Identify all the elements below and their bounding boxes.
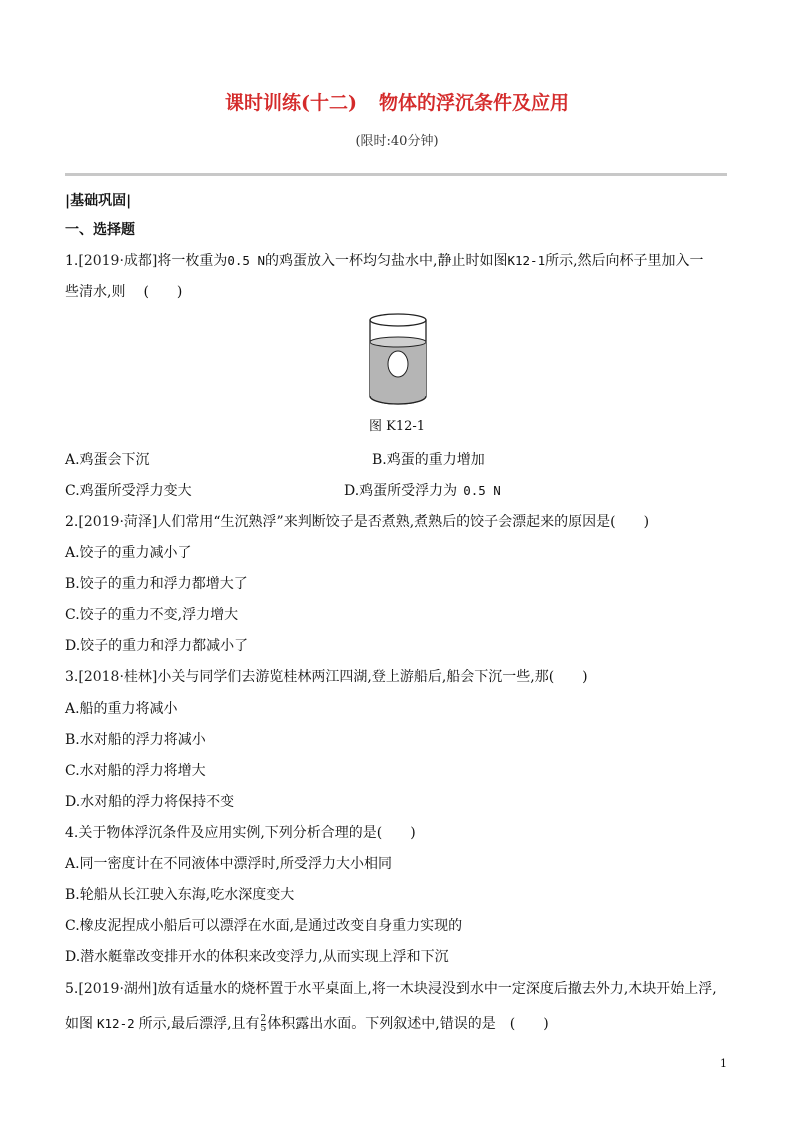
q1-option-b[interactable]: B.鸡蛋的重力增加	[372, 452, 485, 468]
title-topic: 物体的浮沉条件及应用	[378, 92, 569, 114]
header-divider	[65, 173, 727, 176]
title-lesson: 课时训练(十二)	[225, 92, 357, 114]
answer-blank: ( )	[143, 284, 183, 300]
q3-option-b[interactable]: B.水对船的浮力将减小	[65, 732, 206, 748]
time-limit: (限时:40分钟)	[355, 134, 439, 149]
q1-option-c[interactable]: C.鸡蛋所受浮力变大	[65, 483, 192, 499]
q2-option-d[interactable]: D.饺子的重力和浮力都减小了	[65, 638, 249, 654]
q4-option-c[interactable]: C.橡皮泥捏成小船后可以漂浮在水面,是通过改变自身重力实现的	[65, 918, 463, 934]
q3-option-c[interactable]: C.水对船的浮力将增大	[65, 763, 206, 779]
figure-caption: 图 K12-1	[368, 419, 426, 434]
q3-option-a[interactable]: A.船的重力将减小	[65, 701, 178, 717]
q2-option-b[interactable]: B.饺子的重力和浮力都增大了	[65, 576, 248, 592]
beaker-egg-figure	[362, 308, 434, 412]
q5-stem-line2: 如图 K12-2 所示,最后漂浮,且有 $\frac{2}{5}$ 体积露出水面。下列叙述中,错误的是 ( )	[65, 1013, 549, 1034]
q4-option-a[interactable]: A.同一密度计在不同液体中漂浮时,所受浮力大小相同	[65, 856, 393, 872]
q1-option-d[interactable]: D.鸡蛋所受浮力为 0.5 N	[344, 483, 501, 499]
fraction-two-fifths: $\frac{2}{5}$	[260, 1013, 267, 1034]
q3-source-tag: [2018·桂林]	[78, 669, 158, 685]
water-surface	[370, 337, 426, 347]
answer-blank: ( )	[509, 1016, 549, 1032]
subsection-heading: 一、选择题	[65, 222, 135, 238]
q2-option-a[interactable]: A.饺子的重力减小了	[65, 545, 192, 561]
page-title	[0, 88, 794, 115]
q1-stem-line1: 1.[2019·成都]将一枚重为0.5 N的鸡蛋放入一杯均匀盐水中,静止时如图K12-1所示,然后向杯子里加入一	[65, 253, 704, 269]
beaker-rim	[370, 314, 426, 326]
q2-source-tag: [2019·菏泽]	[78, 514, 158, 530]
q3-stem: 3.[2018·桂林]小关与同学们去游览桂林两江四湖,登上游船后,船会下沉一些,那( )	[65, 669, 588, 685]
q4-option-b[interactable]: B.轮船从长江驶入东海,吃水深度变大	[65, 887, 295, 903]
section-heading: |基础巩固|	[65, 193, 132, 209]
q3-option-d[interactable]: D.水对船的浮力将保持不变	[65, 794, 235, 810]
q4-option-d[interactable]: D.潜水艇靠改变排开水的体积来改变浮力,从而实现上浮和下沉	[65, 949, 449, 965]
egg	[388, 351, 408, 377]
q1-option-a[interactable]: A.鸡蛋会下沉	[65, 452, 150, 468]
q1-source-tag: [2019·成都]	[78, 253, 158, 269]
q2-stem: 2.[2019·菏泽]人们常用“生沉熟浮”来判断饺子是否煮熟,煮熟后的饺子会漂起来的原因是( )	[65, 514, 650, 530]
q4-stem: 4.关于物体浮沉条件及应用实例,下列分析合理的是( )	[65, 825, 416, 841]
q5-source-tag: [2019·湖州]	[78, 981, 158, 997]
q1-stem-line2: 些清水,则 ( )	[65, 284, 183, 300]
q5-stem-line1: 5.[2019·湖州]放有适量水的烧杯置于水平桌面上,将一木块浸没到水中一定深度后撤去外力,木块开始上浮,	[65, 981, 717, 997]
q2-option-c[interactable]: C.饺子的重力不变,浮力增大	[65, 607, 239, 623]
page-number: 1	[720, 1057, 727, 1070]
